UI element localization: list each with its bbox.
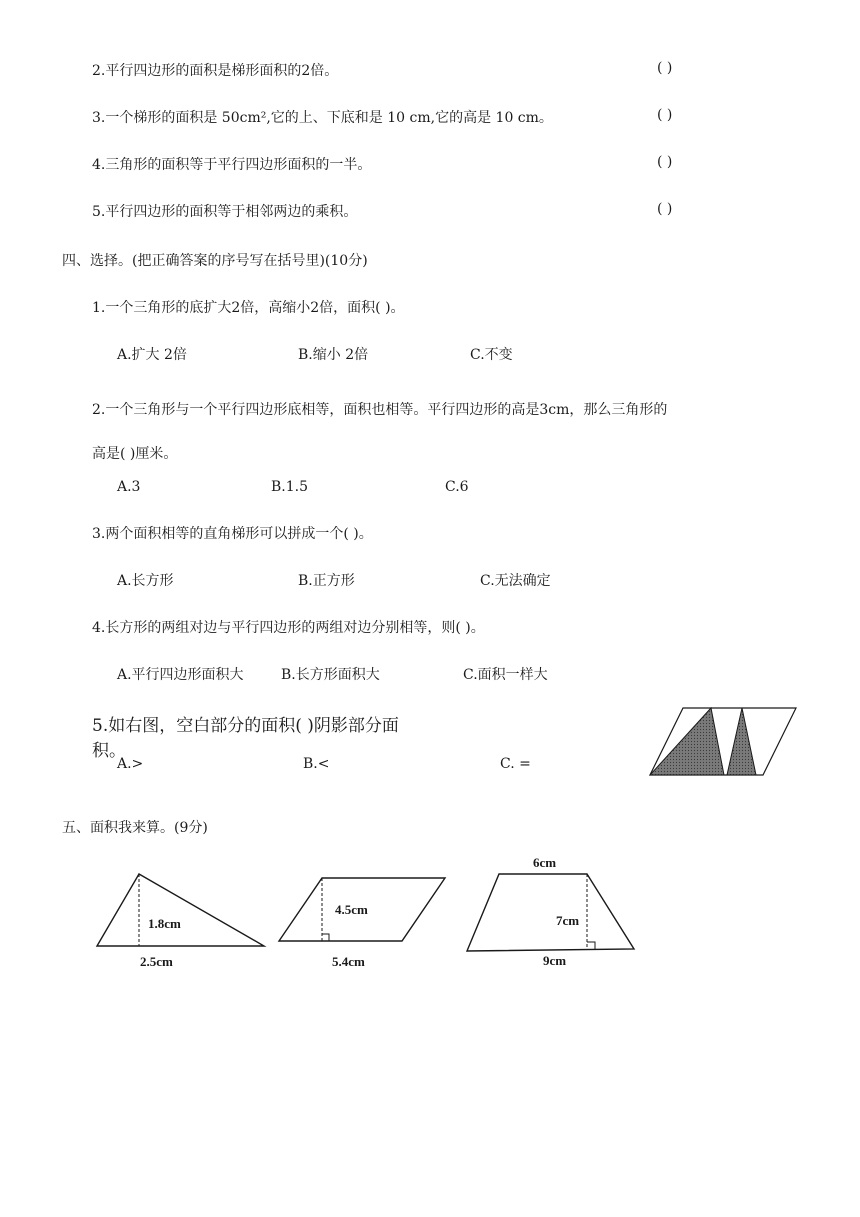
option-c[interactable]: C. = [500, 756, 531, 772]
option-a[interactable]: A.长方形 [117, 573, 174, 589]
answer-paren[interactable]: ( ) [657, 154, 673, 170]
choice-question-2: 2.一个三角形与一个平行四边形底相等，面积也相等。平行四边形的高是3cm，那么三角形的 [92, 402, 668, 418]
answer-paren[interactable]: ( ) [657, 201, 673, 217]
option-c[interactable]: C.不变 [470, 347, 513, 363]
triangle-height-label: 1.8cm [148, 916, 181, 931]
answer-paren[interactable]: ( ) [657, 107, 673, 123]
section-title-choice: 四、选择。(把正确答案的序号写在括号里)(10分) [62, 253, 368, 269]
parallelogram-base-label: 5.4cm [332, 954, 365, 969]
trapezoid-top-label: 6cm [533, 855, 557, 870]
triangle-figure [92, 866, 270, 972]
option-b[interactable]: B.正方形 [298, 573, 355, 589]
option-b[interactable]: B.长方形面积大 [281, 667, 380, 683]
option-a[interactable]: A.平行四边形面积大 [117, 667, 244, 683]
option-a[interactable]: A.3 [117, 479, 141, 495]
trapezoid-bottom-label: 9cm [543, 953, 567, 968]
shaded-parallelogram-figure [648, 704, 800, 778]
judge-item-5: 5.平行四边形的面积等于相邻两边的乘积。 [92, 204, 358, 220]
option-c[interactable]: C.面积一样大 [463, 667, 548, 683]
parallelogram-figure [275, 874, 449, 972]
choice-question-1: 1.一个三角形的底扩大2倍，高缩小2倍，面积( )。 [92, 300, 405, 316]
choice-question-4: 4.长方形的两组对边与平行四边形的两组对边分别相等，则( )。 [92, 620, 485, 636]
section-title-calc: 五、面积我来算。(9分) [62, 820, 208, 836]
trapezoid-height-label: 7cm [556, 913, 580, 928]
judge-item-2: 2.平行四边形的面积是梯形面积的2倍。 [92, 63, 339, 79]
option-a[interactable]: A.扩大 2倍 [117, 347, 187, 363]
option-b[interactable]: B.< [303, 756, 330, 772]
answer-paren[interactable]: ( ) [657, 60, 673, 76]
triangle-base-label: 2.5cm [140, 954, 173, 969]
judge-item-4: 4.三角形的面积等于平行四边形面积的一半。 [92, 157, 372, 173]
choice-question-5-cont: 积。 [92, 741, 126, 761]
option-b[interactable]: B.1.5 [271, 479, 309, 495]
option-c[interactable]: C.无法确定 [480, 573, 551, 589]
choice-question-2-cont: 高是( )厘米。 [92, 446, 178, 462]
judge-item-3: 3.一个梯形的面积是 50cm²,它的上、下底和是 10 cm,它的高是 10 cm。 [92, 110, 553, 126]
parallelogram-height-label: 4.5cm [335, 902, 368, 917]
choice-question-5: 5.如右图，空白部分的面积( )阴影部分面 [92, 716, 399, 736]
option-c[interactable]: C.6 [445, 479, 469, 495]
option-a[interactable]: A.> [117, 756, 144, 772]
option-b[interactable]: B.缩小 2倍 [298, 347, 369, 363]
trapezoid-figure [463, 852, 639, 972]
choice-question-3: 3.两个面积相等的直角梯形可以拼成一个( )。 [92, 526, 373, 542]
